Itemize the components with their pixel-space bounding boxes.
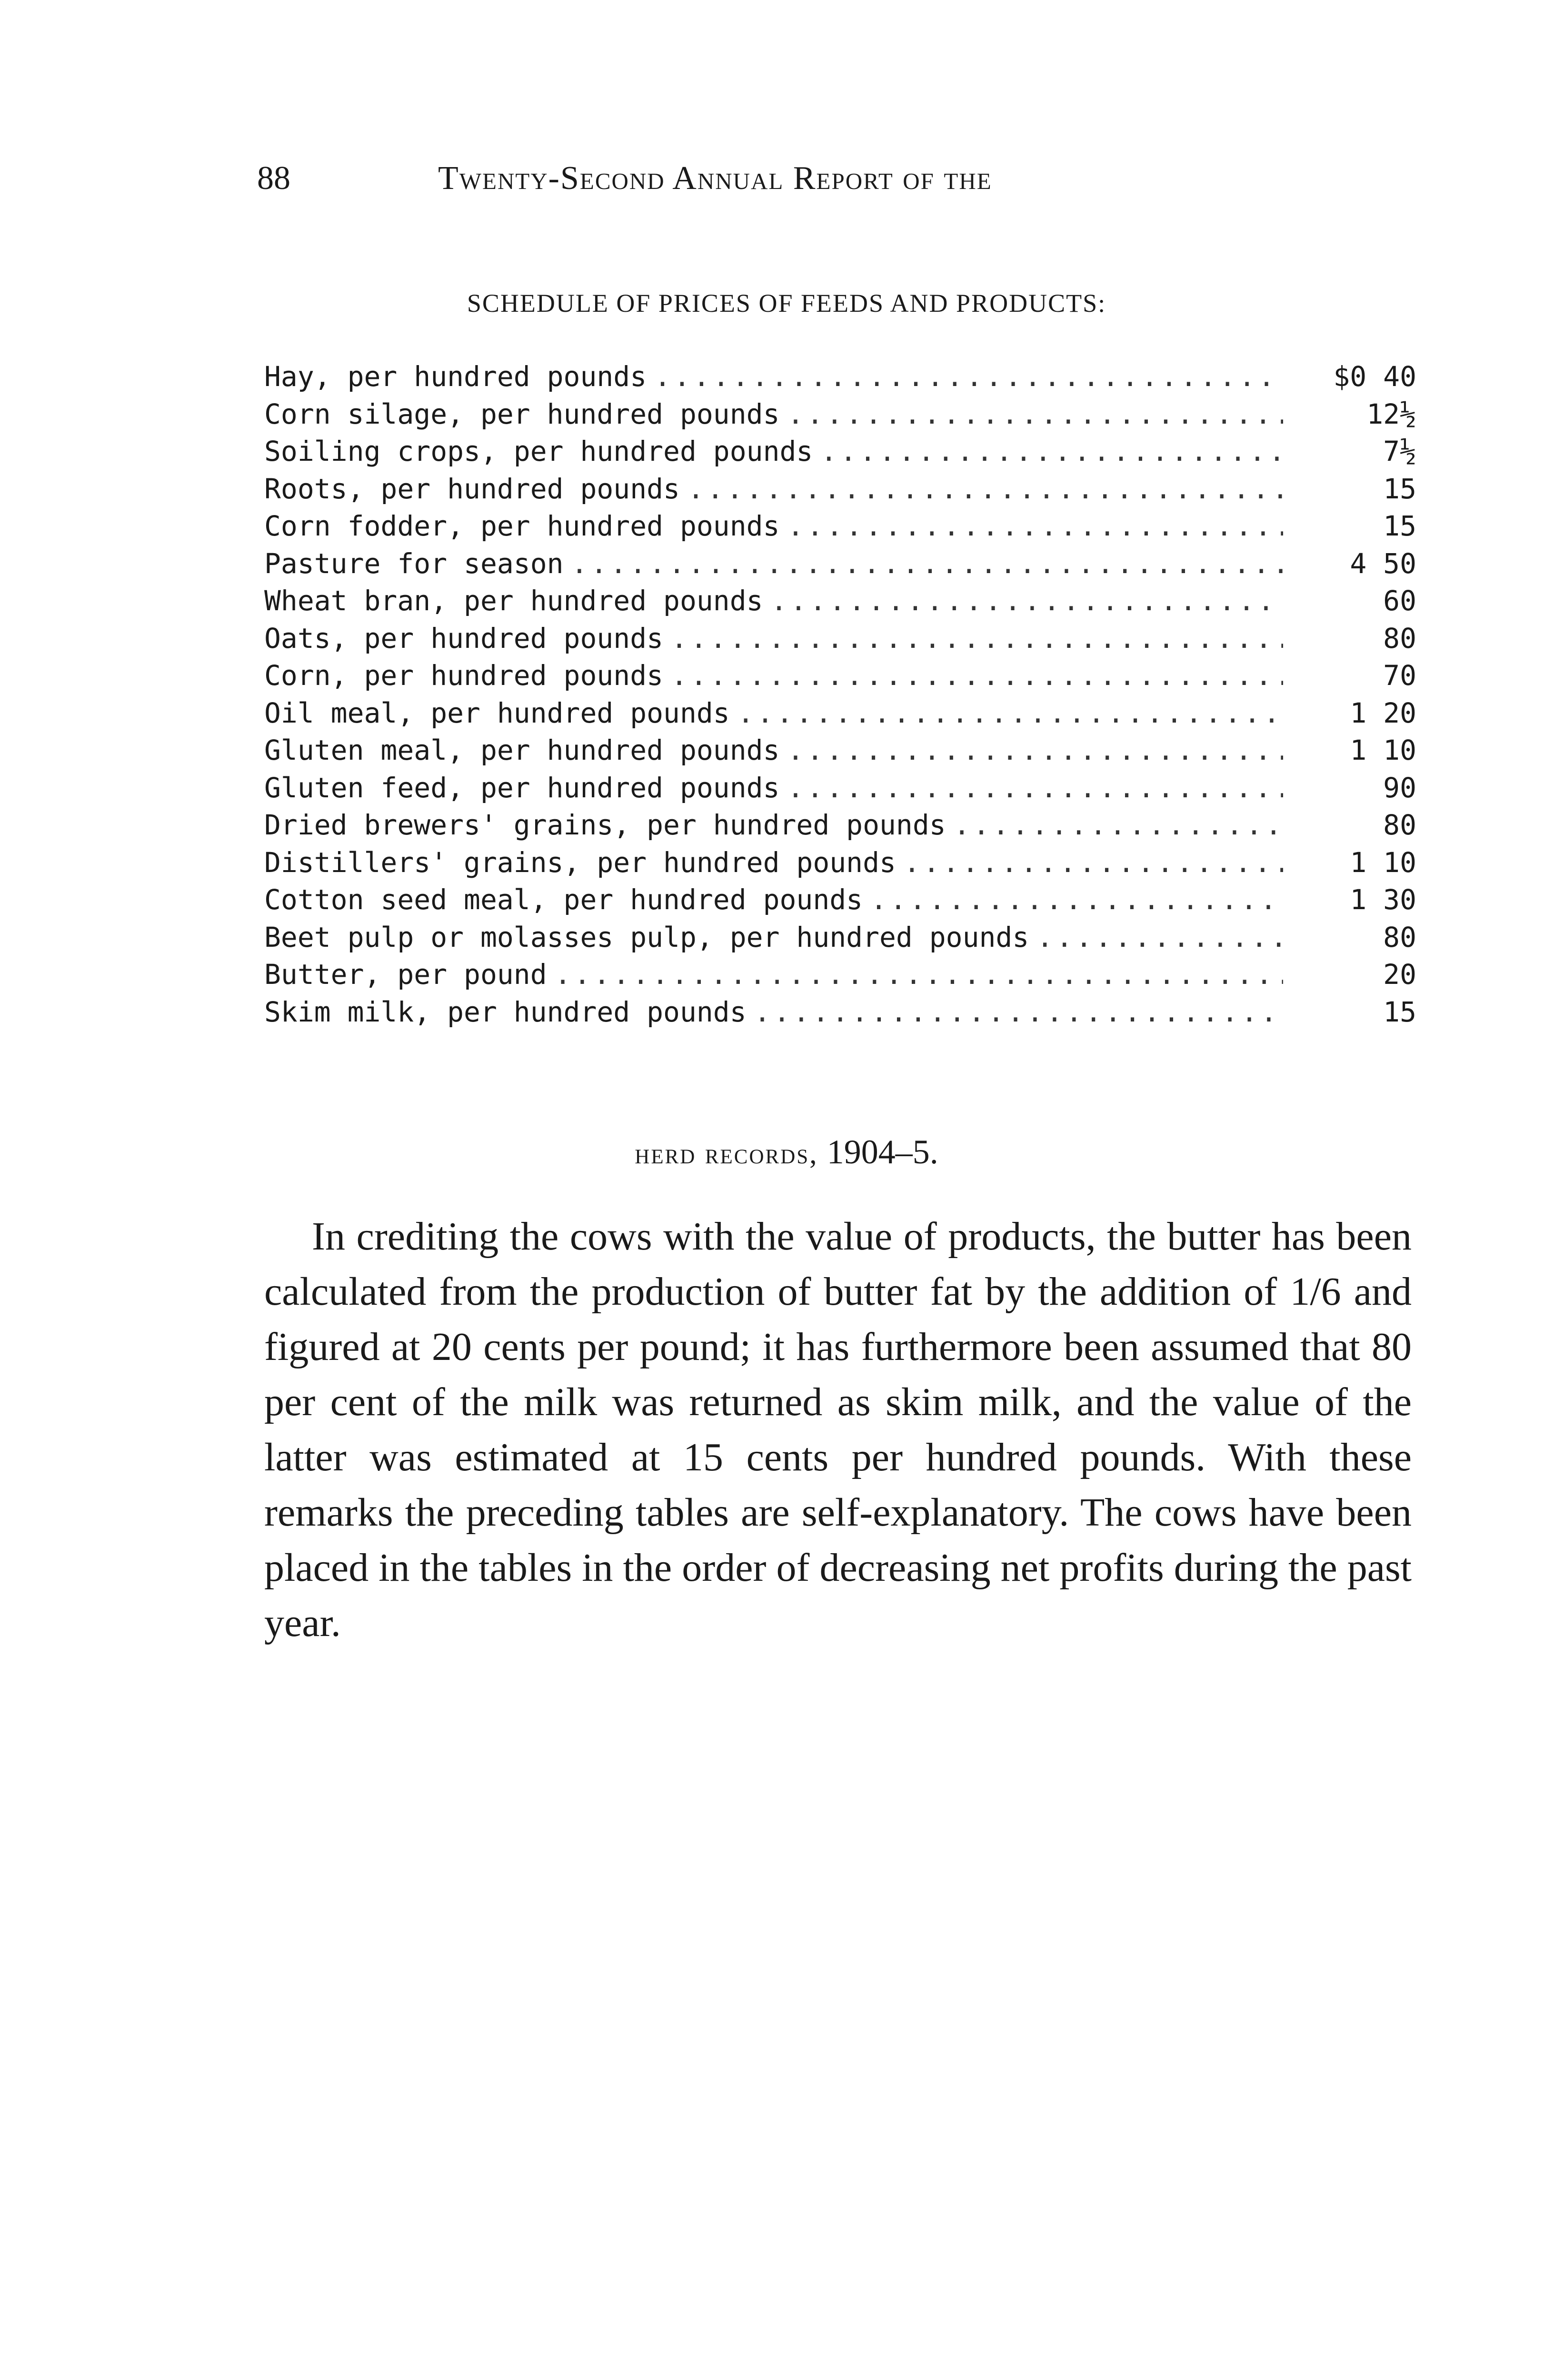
price-row (264, 844, 1416, 882)
item-price: 80 (1383, 921, 1416, 953)
item-label: Wheat bran, per hundred pounds (264, 585, 763, 617)
page-number: 88 (257, 160, 290, 197)
item-price: 1 30 (1350, 883, 1416, 916)
dot-leader (904, 844, 1283, 881)
item-label: Skim milk, per hundred pounds (264, 995, 747, 1028)
price-row (264, 470, 1416, 508)
item-price: 1 20 (1350, 696, 1416, 729)
item-label: Corn silage, per hundred pounds (264, 397, 780, 430)
dot-leader (737, 694, 1283, 732)
dot-leader (754, 993, 1283, 1031)
dot-leader (787, 507, 1284, 545)
price-row (264, 358, 1416, 396)
item-label: Oats, per hundred pounds (264, 622, 664, 654)
item-label: Gluten meal, per hundred pounds (264, 734, 780, 766)
dot-leader (654, 358, 1283, 395)
item-price: 4 50 (1350, 547, 1416, 580)
item-price: 80 (1383, 809, 1416, 841)
price-row (264, 732, 1416, 769)
herd-records-heading-year: 1904–5. (827, 1133, 938, 1171)
schedule-heading: SCHEDULE OF PRICES OF FEEDS AND PRODUCTS: (467, 289, 1106, 317)
item-price: 15 (1383, 472, 1416, 505)
item-price: 60 (1383, 585, 1416, 617)
price-row (264, 582, 1416, 620)
dot-leader (571, 545, 1283, 582)
dot-leader (787, 732, 1284, 769)
herd-records-heading-label: herd records, (635, 1138, 818, 1170)
dot-leader (671, 657, 1283, 694)
item-label: Beet pulp or molasses pulp, per hundred pounds (264, 921, 1029, 953)
item-price: 1 10 (1350, 734, 1416, 766)
price-list (264, 358, 1416, 1031)
item-label: Pasture for season (264, 547, 564, 580)
dot-leader (687, 470, 1283, 507)
item-label: Gluten feed, per hundred pounds (264, 771, 780, 804)
dot-leader (555, 956, 1283, 993)
item-price: 1 10 (1350, 846, 1416, 879)
item-price: 15 (1383, 510, 1416, 542)
dot-leader (820, 433, 1283, 470)
price-row (264, 769, 1416, 807)
price-row (264, 806, 1416, 844)
item-label: Butter, per pound (264, 958, 547, 991)
dot-leader (954, 806, 1283, 843)
running-head: Twenty-Second Annual Report of the (438, 160, 992, 197)
herd-records-paragraph: In crediting the cows with the value of products, the butter has been calculated from the production of butter fat by the addition of 1/6 and figured at 20 cents per pound; it has furthermore been assumed that 80 per cent of the milk was returned as skim milk, and the value of the latter was estimated at 15 cents per hundred pounds. With these remarks the preceding tables are self-explanatory. The cows have been placed in the tables in the order of decreasing net profits during the past year. (264, 1214, 1412, 1645)
price-row (264, 620, 1416, 657)
item-price: 90 (1383, 771, 1416, 804)
price-row (264, 545, 1416, 583)
item-label: Hay, per hundred pounds (264, 360, 647, 393)
price-row (264, 919, 1416, 956)
dot-leader (771, 582, 1283, 619)
item-price: 70 (1383, 659, 1416, 692)
price-row (264, 657, 1416, 694)
dot-leader (671, 620, 1283, 657)
item-label: Cotton seed meal, per hundred pounds (264, 883, 863, 916)
item-price: 20 (1383, 958, 1416, 991)
item-label: Oil meal, per hundred pounds (264, 696, 730, 729)
dot-leader (787, 396, 1284, 433)
item-label: Roots, per hundred pounds (264, 472, 680, 505)
item-label: Corn, per hundred pounds (264, 659, 664, 692)
price-row (264, 881, 1416, 919)
item-price: $0 40 (1333, 360, 1416, 393)
item-label: Dried brewers' grains, per hundred pounds (264, 809, 946, 841)
dot-leader (1036, 919, 1283, 956)
item-price: 80 (1383, 622, 1416, 654)
price-row (264, 993, 1416, 1031)
item-price: 12½ (1366, 397, 1416, 430)
item-price: 15 (1383, 995, 1416, 1028)
herd-records-heading (0, 1130, 1554, 1175)
item-label: Soiling crops, per hundred pounds (264, 435, 813, 467)
price-row (264, 507, 1416, 545)
price-row (264, 396, 1416, 433)
dot-leader (870, 881, 1283, 918)
price-row (264, 433, 1416, 470)
item-label: Distillers' grains, per hundred pounds (264, 846, 896, 879)
dot-leader (787, 769, 1284, 806)
item-price: 7½ (1383, 435, 1416, 467)
price-row (264, 694, 1416, 732)
item-label: Corn fodder, per hundred pounds (264, 510, 780, 542)
price-row (264, 956, 1416, 993)
